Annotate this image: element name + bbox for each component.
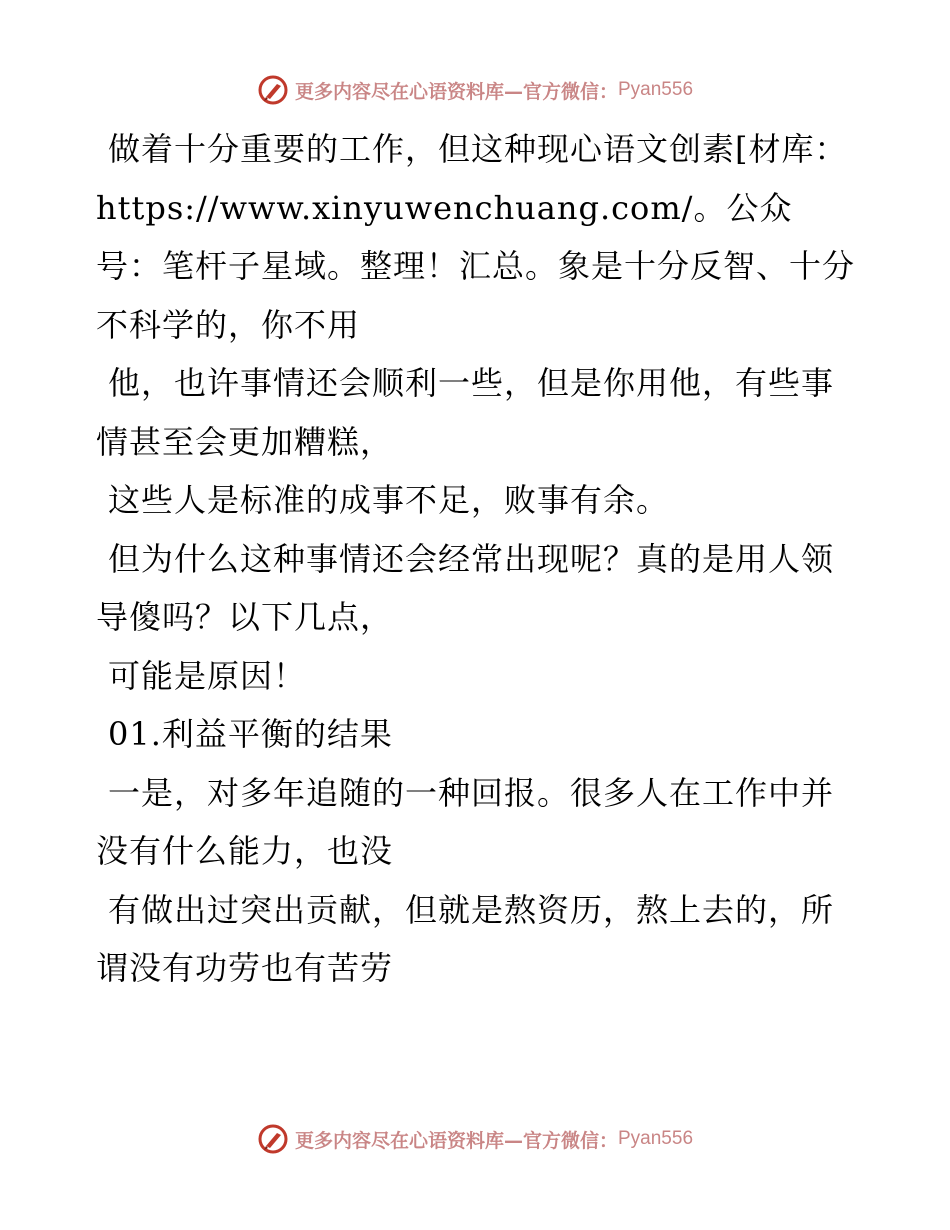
footer-banner-handle: Pyan556: [618, 1128, 694, 1149]
paragraph: 一是，对多年追随的一种回报。很多人在工作中并没有什么能力，也没: [96, 773, 835, 870]
footer-banner-text: 更多内容尽在心语资料库—官方微信：: [294, 1129, 618, 1152]
pen-logo-icon: [257, 74, 289, 106]
paragraph: 做着十分重要的工作，但这种现心语文创素[材库：https://www.xinyuwenchuang.com/。公众号：笔杆子星域。整理！汇总。象是十分反智、十分不科学的，你不用: [96, 130, 856, 344]
paragraph: 但为什么这种事情还会经常出现呢？真的是用人领导傻吗？以下几点，: [96, 539, 835, 636]
header-banner-text: 更多内容尽在心语资料库—官方微信：: [294, 80, 618, 103]
paragraph: 这些人是标准的成事不足，败事有余。: [108, 481, 670, 519]
section-heading: 01.利益平衡的结果: [108, 715, 393, 753]
paragraph: 他，也许事情还会顺利一些，但是你用他，有些事情甚至会更加糟糕，: [96, 364, 835, 461]
header-banner-handle: Pyan556: [618, 79, 694, 100]
header-watermark: [0, 70, 950, 110]
paragraph: 有做出过突出贡献，但就是熬资历，熬上去的，所谓没有功劳也有苦劳: [96, 890, 835, 987]
footer-watermark: [0, 1119, 950, 1159]
document-body: [96, 120, 856, 998]
paragraph: 可能是原因！: [108, 656, 307, 695]
pen-logo-icon: [257, 1123, 289, 1155]
